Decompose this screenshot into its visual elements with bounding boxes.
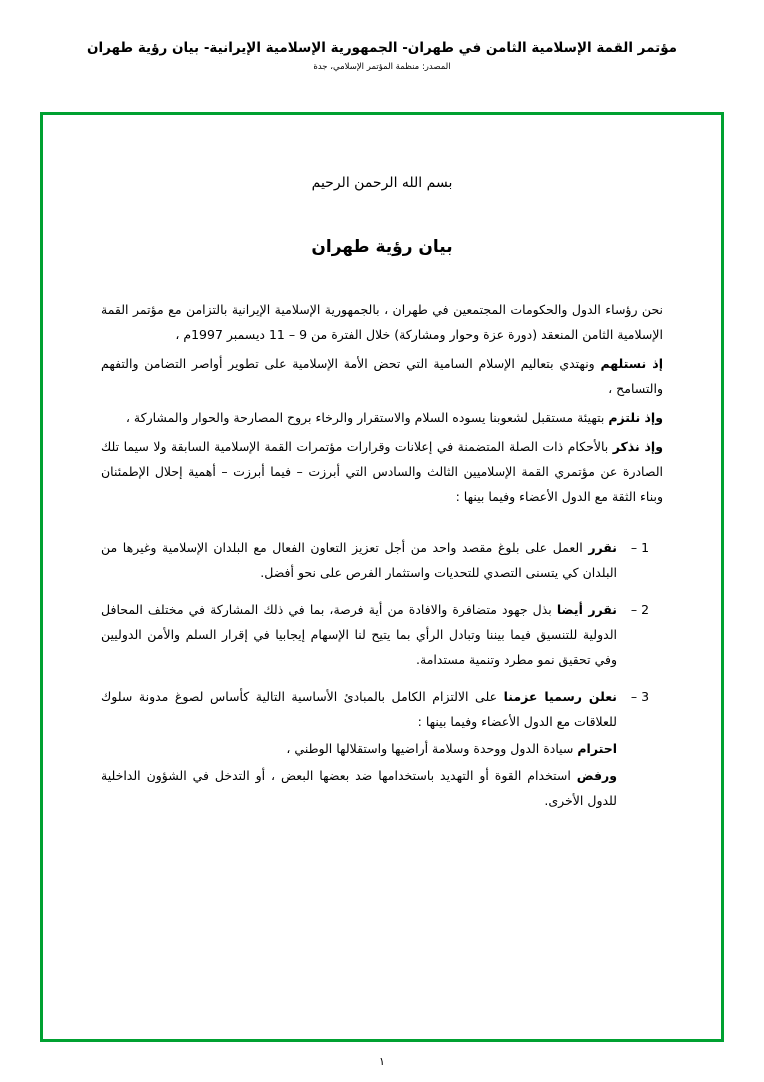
paragraph-clause-c-lead: وإذ نذكر [612, 439, 663, 454]
clause-body [101, 684, 617, 815]
list-item [101, 684, 663, 815]
subclause-text: استخدام القوة أو التهديد باستخدامها ضد بعضها البعض ، أو التدخل في الشؤون الداخلية للدول الأخرى. [101, 768, 617, 808]
clause-body [101, 597, 617, 674]
clause-lead: نقرر [588, 540, 617, 555]
page-title: بيان رؤية طهران [311, 237, 453, 257]
paragraph-clause-b-text: بتهيئة مستقبل لشعوبنا يسوده السلام والاستقرار والرخاء بروح المصارحة والحوار والمشاركة ، [125, 410, 605, 425]
paragraph-clause-a-text: ونهتدي بتعاليم الإسلام السامية التي تحض الأمة الإسلامية على تطوير أواصر التضامن والتفهم والتسامح ، [101, 356, 663, 396]
paragraph-clause-c-text: بالأحكام ذات الصلة المتضمنة في إعلانات وقرارات مؤتمرات القمة الإسلامية السابقة ولا سيما تلك الصادرة عن مؤتمري القمة الإسلاميين الثالث والسادس التي أبرزت – فيما أبرزت – أهمية إحلال الإطمئنان وبناء الثقة مع الدول الأعضاء وفيما بينها : [101, 439, 663, 504]
clause-paragraph [101, 535, 617, 585]
paragraph-clause-a [101, 351, 663, 401]
paragraph-intro [101, 297, 663, 347]
clause-subparagraph [101, 763, 617, 813]
clause-paragraph [101, 597, 617, 672]
clause-lead: نعلن رسميا عزمنا [503, 689, 617, 704]
clause-text: بذل جهود متضافرة والافادة من أية فرصة، بما في ذلك المشاركة في مختلف المحافل الدولية للتنسيق فيما بيننا وتبادل الرأي بما يتيح لنا الإسهام إيجابيا في إقرار السلم والأمن الدوليين وفي تحقيق نمو مطرد وتنمية مستدامة. [101, 602, 617, 667]
subclause-text: سيادة الدول ووحدة وسلامة أراضيها واستقلالها الوطني ، [286, 741, 574, 756]
paragraph-clause-b-lead: وإذ نلتزم [608, 410, 663, 425]
clause-number: 2 – [630, 602, 650, 617]
clause-lead: نقرر أيضا [556, 602, 617, 617]
subclause-lead: ورفض [576, 768, 617, 783]
clause-paragraph [101, 684, 617, 734]
list-item [101, 535, 663, 587]
clause-text: العمل على بلوغ مقصد واحد من أجل تعزيز التعاون الفعال مع البلدان الإسلامية وغيرها من البلدان كي يتسنى التصدي للتحديات واستثمار الفرص على نحو أفضل. [101, 540, 617, 580]
clause-subparagraph [101, 736, 617, 761]
numbered-clause-list [101, 535, 663, 815]
basmala-line: بسم الله الرحمن الرحيم [311, 175, 453, 191]
subclause-lead: احترام [577, 741, 617, 756]
paragraph-intro-text: نحن رؤساء الدول والحكومات المجتمعين في طهران ، بالجمهورية الإسلامية الإيرانية بالتزامن مع مؤتمر القمة الإسلامية الثامن المنعقد (دورة عزة وحوار ومشاركة) خلال الفترة من 9 – 11 ديسمبر 1997م ، [101, 302, 663, 342]
page-number: ١ [379, 1055, 385, 1068]
paragraph-clause-c [101, 434, 663, 509]
list-item [101, 597, 663, 674]
clause-number: 3 – [630, 689, 650, 704]
header-title: مؤتمر القمة الإسلامية الثامن في طهران- الجمهورية الإسلامية الإيرانية- بيان رؤية طهران [86, 40, 678, 56]
paragraph-clause-a-lead: إذ نستلهم [600, 356, 663, 371]
document-header [0, 0, 764, 72]
clause-number: 1 – [630, 540, 650, 555]
document-content [43, 115, 721, 845]
paragraph-clause-b [101, 405, 663, 430]
clause-body [101, 535, 617, 587]
header-source: المصدر: منظمة المؤتمر الإسلامي، جدة [313, 62, 451, 72]
green-border-frame [40, 112, 724, 1042]
clause-text: على الالتزام الكامل بالمبادئ الأساسية التالية كأساس لصوغ مدونة سلوك للعلاقات مع الدول الأعضاء وفيما بينها : [101, 689, 617, 729]
